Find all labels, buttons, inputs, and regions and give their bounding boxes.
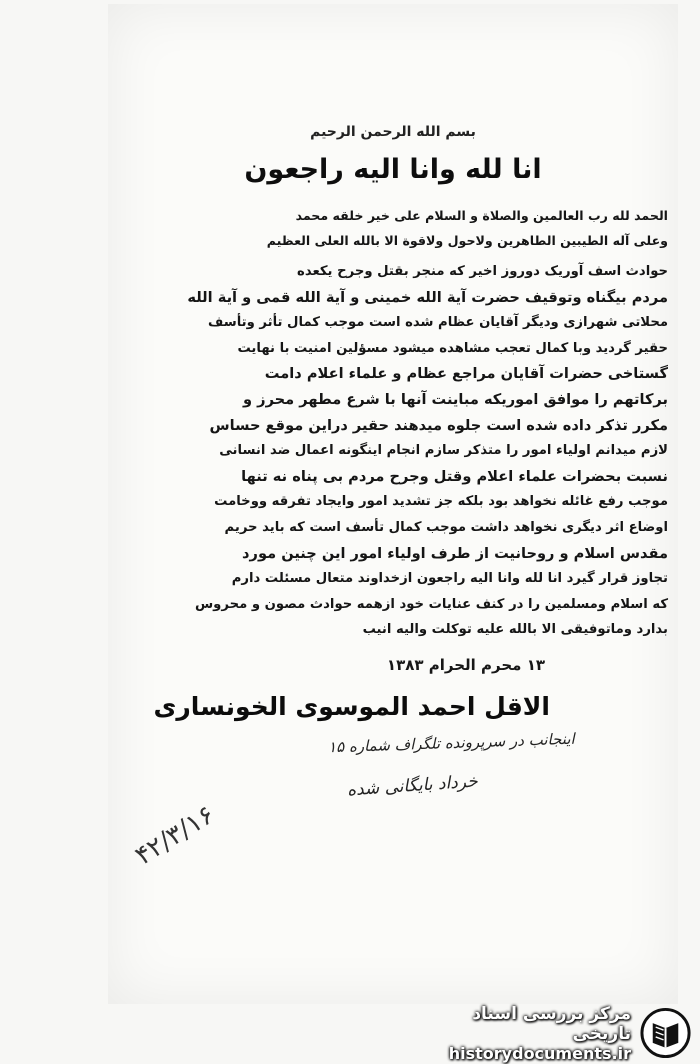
body-line: مکرر تذکر داده شده است جلوه ميدهند حقير دراين موقع حساس [209,416,668,434]
body-line: تجاوز قرار گيرد انا لله وانا اليه راجعون ازخداوند متعال مسئلت دارم [231,571,668,587]
watermark-text [412,1004,631,1063]
body-line: حقير گرديد وبا کمال تعجب مشاهده ميشود مسؤلين امنيت با نهايت [237,340,668,356]
body-line: موجب رفع غائله نخواهد بود بلکه جز تشديد امور وايجاد تفرقه ووخامت [214,494,668,510]
watermark-site: historydocuments.ir [448,1043,631,1063]
body-line: لازم ميدانم اولياء امور را متذکر سازم انجام اينگونه اعمال ضد انسانی [219,443,668,459]
body-line: اوضاع اثر ديگری نخواهد داشت موجب کمال تأسف است که بايد حريم [224,519,668,535]
handwritten-note-archived: خرداد بایگانی شده [346,771,479,801]
body-line: نسبت بحضرات علماء اعلام وقتل وجرح مردم بی پناه نه تنها [241,467,668,485]
intro-line: وعلی آله الطيبين الطاهرين ولاحول ولاقوة الا بالله العلی العظيم [266,233,668,248]
intro-paragraph [118,203,668,253]
intro-line: الحمد لله رب العالمين والصلاة و السلام علی خير خلقه محمد [295,208,668,223]
body-line: گستاخی حضرات آقايان مراجع عظام و علماء اعلام دامت [264,365,668,383]
body-line: مردم بيگناه وتوقيف حضرت آية الله خمينی و آية الله قمی و آية الله [187,288,668,306]
signature-name: الاقل احمد الموسوی الخونساری [153,692,550,721]
watermark-title: مرکز بررسی اسناد تاریخی [472,1003,631,1044]
document-heading: انا لله وانا اليه راجعون [244,154,542,185]
body-line: حوادث اسف آوريک دوروز اخير که منجر بقتل وجرح يکعده [297,264,668,279]
document-text [118,118,668,643]
document-date: ۱۳ محرم الحرام ۱۳۸۳ [386,656,545,674]
book-logo-icon [639,1006,692,1060]
body-line: بدارد وماتوفيقی الا بالله عليه توکلت واليه انيب [362,622,668,638]
body-paragraph [118,259,668,643]
margin-handwritten-date: ۴۲/۳/۱۶ [130,799,220,872]
basmala: بسم الله الرحمن الرحيم [310,124,476,140]
body-line: محلاتی شهرازی وديگر آقايان عظام شده است موجب کمال تأثر وتأسف [208,315,668,331]
body-line: برکاتهم را موافق اموريکه مباينت آنها با شرع مطهر محرز و [243,390,668,408]
body-line: که اسلام ومسلمين را در کنف عنايات خود ازهمه حوادث مصون و محروس [194,596,668,612]
body-line: مقدس اسلام و روحانيت از طرف اولياء امور اين چنين مورد [242,544,668,562]
watermark-logo [412,1002,700,1064]
handwritten-note: اینجانب در سرپرونده تلگراف شماره ۱۵ [328,729,576,757]
